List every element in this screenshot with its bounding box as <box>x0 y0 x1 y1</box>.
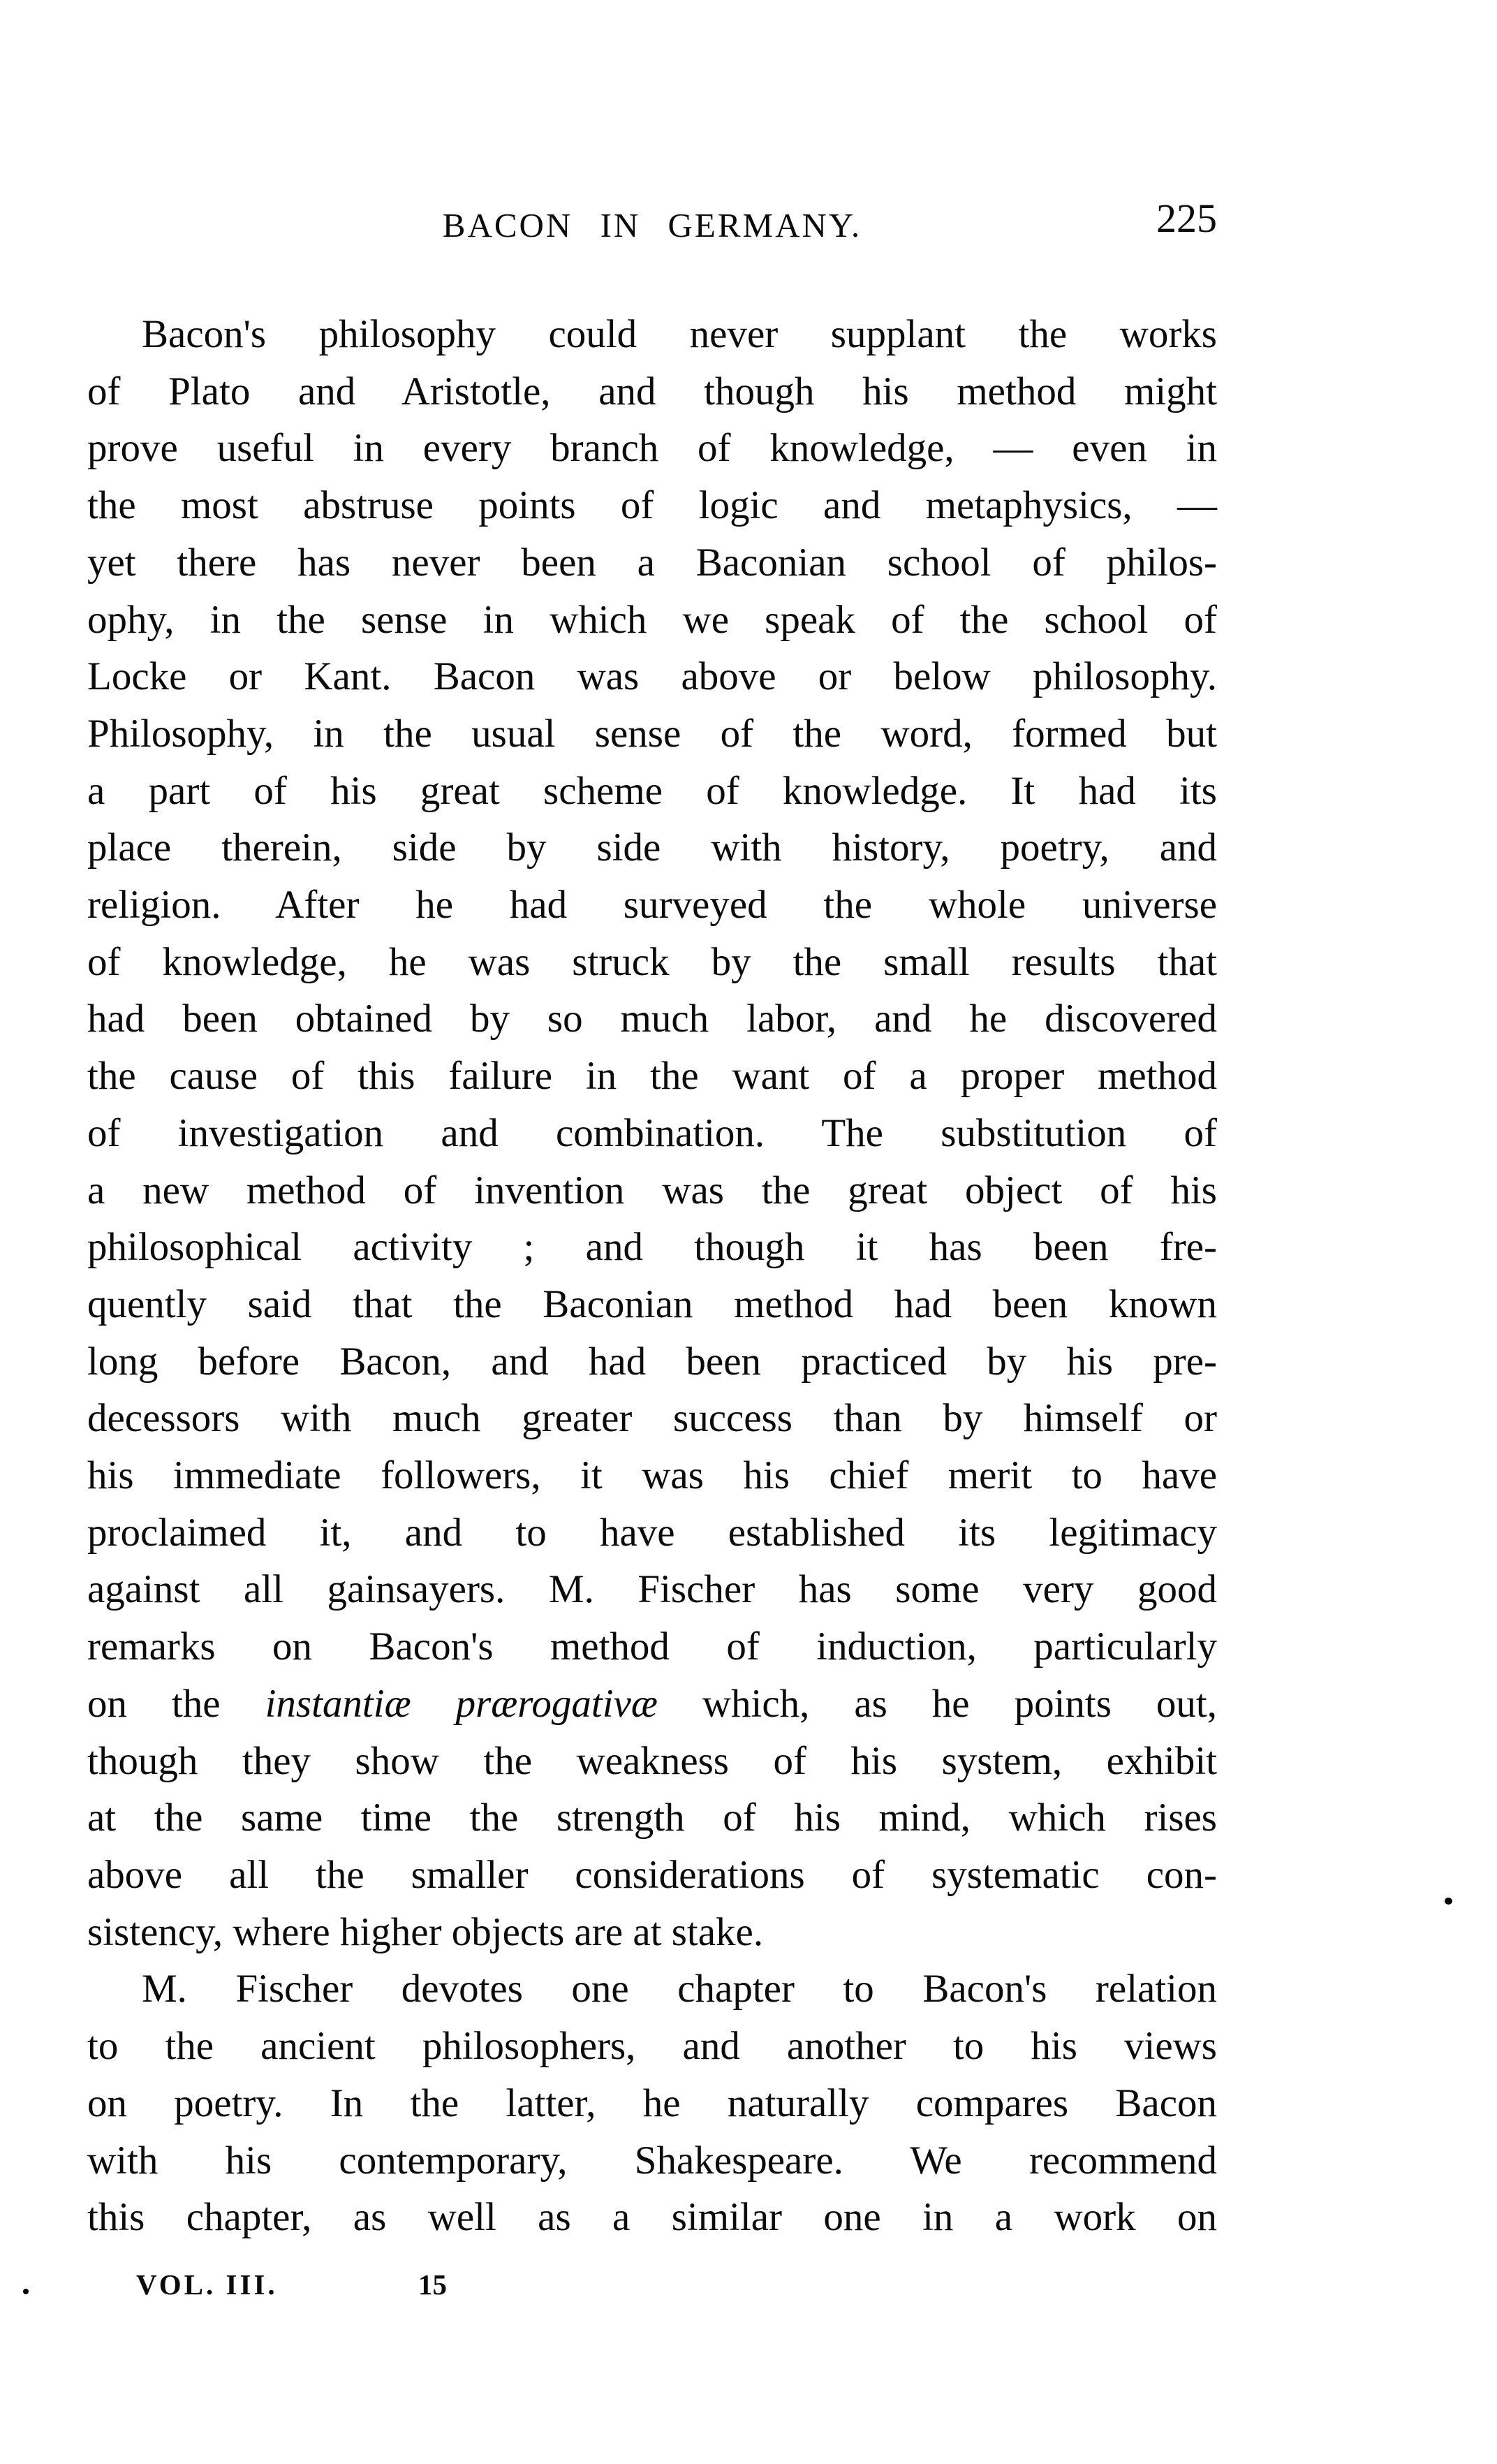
page-number: 225 <box>1156 196 1217 241</box>
text-line: this chapter, as well as a similar one in a work on <box>87 2195 1217 2240</box>
page-header <box>87 196 1217 255</box>
text-line: philosophical activity ; and though it has been fre- <box>87 1225 1217 1270</box>
text-line: Locke or Kant. Bacon was above or below philosophy. <box>87 654 1217 699</box>
text-line: sistency, where higher objects are at stake. <box>87 1909 764 1954</box>
text-line: his immediate followers, it was his chief merit to have <box>87 1453 1217 1498</box>
text-line: on poetry. In the latter, he naturally compares Bacon <box>87 2081 1217 2125</box>
text-line: on the instantiæ prærogativæ which, as he points out, <box>87 1681 1217 1726</box>
page-footer <box>87 2268 1217 2310</box>
text-line: the cause of this failure in the want of a proper method <box>87 1054 1217 1099</box>
text-line: had been obtained by so much labor, and he discovered <box>87 997 1217 1041</box>
volume-label: VOL. III. <box>136 2268 278 2301</box>
text-line: a part of his great scheme of knowledge. It had its <box>87 768 1217 813</box>
text-line: with his contemporary, Shakespeare. We recommend <box>87 2138 1217 2183</box>
text-line: against all gainsayers. M. Fischer has some very good <box>87 1567 1217 1612</box>
text-line: prove useful in every branch of knowledge, — even in <box>87 426 1217 471</box>
text-line: decessors with much greater success than by himself or <box>87 1396 1217 1441</box>
text-line: the most abstruse points of logic and metaphysics, — <box>87 483 1217 528</box>
text-line: though they show the weakness of his system, exhibit <box>87 1738 1217 1783</box>
text-line: above all the smaller considerations of systematic con- <box>87 1852 1217 1897</box>
signature-number: 15 <box>418 2268 447 2301</box>
text-line: quently said that the Baconian method had been known <box>87 1282 1217 1326</box>
text-line: at the same time the strength of his mind, which rises <box>87 1796 1217 1840</box>
text-line: proclaimed it, and to have established its legitimacy <box>87 1510 1217 1555</box>
text-line: yet there has never been a Baconian school of philos- <box>87 540 1217 585</box>
italic-phrase: instantiæ prærogativæ <box>265 1681 658 1726</box>
body-text <box>87 306 1217 2246</box>
text-line: ophy, in the sense in which we speak of the school of <box>87 597 1217 642</box>
text-line: long before Bacon, and had been practiced by his pre- <box>87 1339 1217 1384</box>
text-line: of investigation and combination. The substitution of <box>87 1110 1217 1155</box>
ink-speck <box>23 2289 29 2294</box>
running-title: BACON IN GERMANY. <box>442 206 862 244</box>
text-line: of knowledge, he was struck by the small results that <box>87 939 1217 984</box>
text-line: to the ancient philosophers, and another to his views <box>87 2024 1217 2069</box>
text-line: a new method of invention was the great object of his <box>87 1168 1217 1212</box>
text-line: place therein, side by side with history, poetry, and <box>87 826 1217 870</box>
text-line: Philosophy, in the usual sense of the word, formed but <box>87 711 1217 756</box>
text-line: remarks on Bacon's method of induction, particularly <box>87 1625 1217 1669</box>
text-line: M. Fischer devotes one chapter to Bacon's relation <box>142 1967 1217 2011</box>
text-line: Bacon's philosophy could never supplant the works <box>142 312 1217 356</box>
ink-speck <box>1445 1898 1452 1905</box>
text-line: religion. After he had surveyed the whole universe <box>87 883 1217 927</box>
text-line: of Plato and Aristotle, and though his method might <box>87 369 1217 413</box>
